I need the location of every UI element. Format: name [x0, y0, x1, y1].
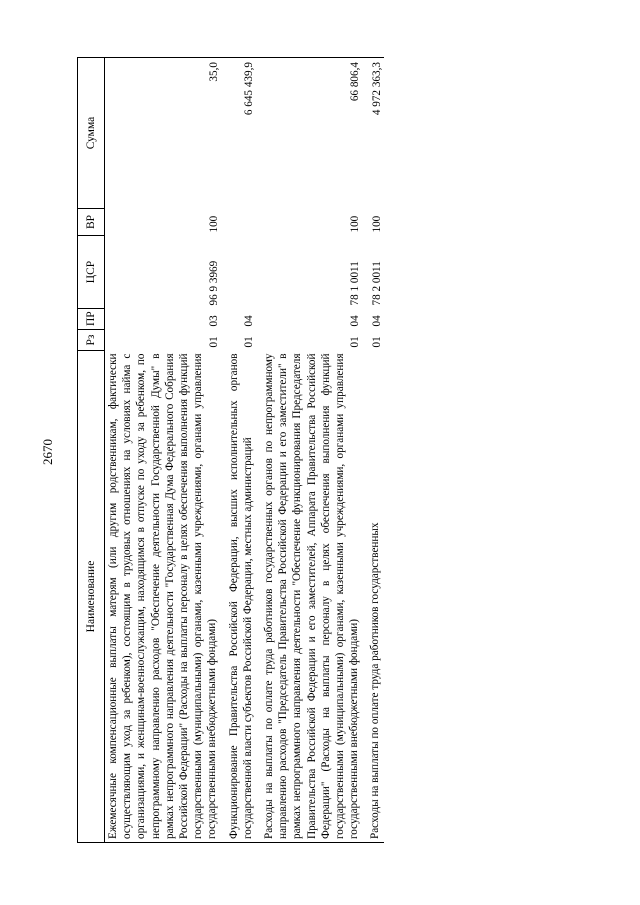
header-rz: Рз	[78, 330, 105, 351]
table-row	[362, 58, 383, 843]
row-pr: 04	[243, 315, 256, 327]
row-pr: 03	[207, 315, 220, 327]
row-sum: 4 972 363,3	[362, 58, 383, 209]
page-number: 2670	[40, 439, 55, 465]
row-pr: 04	[370, 315, 383, 327]
row-name: Расходы на выплаты по оплате труда работников государственных	[362, 351, 383, 843]
header-csr: ЦСР	[78, 236, 105, 309]
row-vr: 100	[207, 215, 220, 233]
row-rz: 01	[207, 336, 220, 348]
header-pr: ПР	[78, 309, 105, 330]
row-csr: 78 1 0011	[349, 261, 362, 306]
row-csr	[221, 236, 256, 309]
table-row	[105, 58, 221, 843]
row-csr: 78 2 0011	[370, 261, 383, 306]
table-row	[256, 58, 362, 843]
header-sum: Сумма	[78, 58, 105, 209]
budget-table	[77, 57, 384, 843]
row-rz: 01	[370, 336, 383, 348]
header-name: Наименование	[78, 351, 105, 843]
header-vr: ВР	[78, 209, 105, 236]
row-sum: 6 645 439,9	[221, 58, 256, 209]
row-sum: 66 806,4	[256, 58, 362, 209]
row-vr: 100	[349, 215, 362, 233]
table-row	[221, 58, 256, 843]
row-vr	[221, 209, 256, 236]
row-name: Функционирование Правительства Российской Федерации, высших исполнительных органов государственной власти субъектов Российской Федерации, местных администраций	[221, 351, 256, 843]
row-pr: 04	[349, 315, 362, 327]
row-name: Ежемесячные компенсационные выплаты матерям (или другим родственникам, фактически осуществляющим уход за ребенком), состоящим в трудовых отношениях на условиях найма с организациями, и женщинам-военнослужащим, находящимся в отпуске по уходу за ребенком, по непрограммному направлению расходов "Обеспечение деятельности Государственной Думы" в рамках непрограммного направления деятельности "Государственная Дума Федерального Собрания Российской Федерации" (Расходы на выплаты персоналу в целях обеспечения выполнения функций государственными (муниципальными) органами, казенными учреждениями, органами управления государственными внебюджетными фондами)	[105, 351, 221, 843]
budget-table-sheet	[77, 58, 597, 843]
row-csr: 96 9 3969	[207, 260, 220, 306]
row-vr: 100	[370, 215, 383, 233]
row-sum: 35,0	[105, 58, 221, 209]
table-header-row	[78, 58, 105, 843]
row-name: Расходы на выплаты по оплате труда работников государственных органов по непрограммному направлению расходов "Председатель Правительства Российской Федерации и его заместители" в рамках непрограммного направления деятельности "Обеспечение функционирования Председателя Правительства Российской Федерации и его заместителей, Аппарата Правительства Российской Федерации" (Расходы на выплаты персоналу в целях обеспечения выполнения функций государственными (муниципальными) органами, казенными учреждениями, органами управления государственными внебюджетными фондами)	[256, 351, 362, 843]
row-rz: 01	[243, 336, 256, 348]
row-rz: 01	[349, 336, 362, 348]
